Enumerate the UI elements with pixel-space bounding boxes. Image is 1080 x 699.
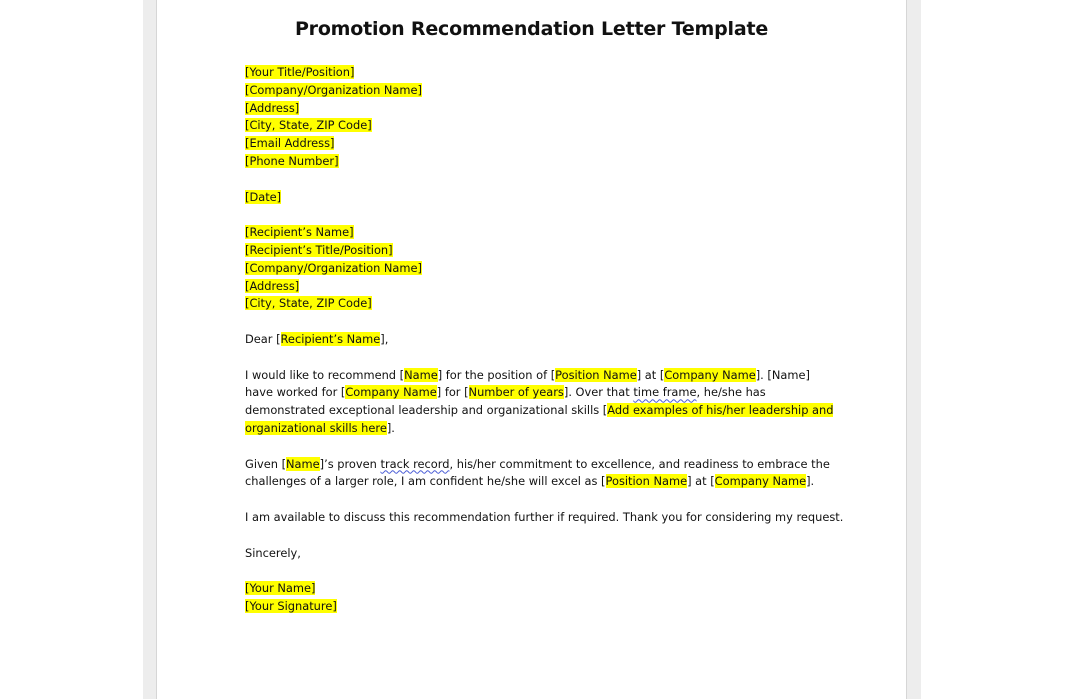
letter-body xyxy=(245,64,845,616)
recipient-name: [Recipient’s Name] xyxy=(245,225,354,240)
document-title: Promotion Recommendation Letter Template xyxy=(294,18,769,40)
paragraph-availability: I am available to discuss this recommendation further if required. Thank you for considering my request. xyxy=(245,509,844,524)
recipient-block xyxy=(245,224,845,313)
document-page xyxy=(157,0,906,699)
recipient-address: [Address] xyxy=(245,278,300,293)
signature-name: [Your Name] xyxy=(245,581,316,596)
spellcheck-underline: time frame xyxy=(633,385,697,400)
sender-city: [City, State, ZIP Code] xyxy=(245,118,372,133)
letter-date: [Date] xyxy=(245,189,282,204)
closing: Sincerely, xyxy=(245,545,301,560)
salutation-name: Recipient’s Name xyxy=(280,331,381,346)
recipient-city: [City, State, ZIP Code] xyxy=(245,296,372,311)
sender-title: [Your Title/Position] xyxy=(245,65,355,79)
sender-address: [Address] xyxy=(245,100,300,115)
sender-email: [Email Address] xyxy=(245,136,335,151)
recipient-company: [Company/Organization Name] xyxy=(245,260,422,275)
signature-block xyxy=(245,580,845,616)
sender-phone: [Phone Number] xyxy=(245,153,339,168)
recipient-title: [Recipient’s Title/Position] xyxy=(245,242,393,257)
paragraph-track-record: Given [Name]’s proven track record, his/her commitment to excellence, and readiness to embrace the challenges of a larger role, I am confident he/she will excel as [Position Name] at [Company Name]. xyxy=(245,456,830,489)
paragraph-recommendation: I would like to recommend [Name] for the position of [Position Name] at [Company Name]. [Name] have worked for [Company Name] for [Number of years]. Over that time frame, he/she has demonstrated exceptional leadership and organizational skills [Add examples of his/her leadership and organizational skills here]. xyxy=(245,367,834,435)
spellcheck-underline: track record xyxy=(380,456,450,471)
sender-company: [Company/Organization Name] xyxy=(245,82,422,97)
sender-block xyxy=(245,64,845,171)
salutation: Dear [Recipient’s Name], xyxy=(245,331,389,346)
signature-line: [Your Signature] xyxy=(245,598,337,613)
